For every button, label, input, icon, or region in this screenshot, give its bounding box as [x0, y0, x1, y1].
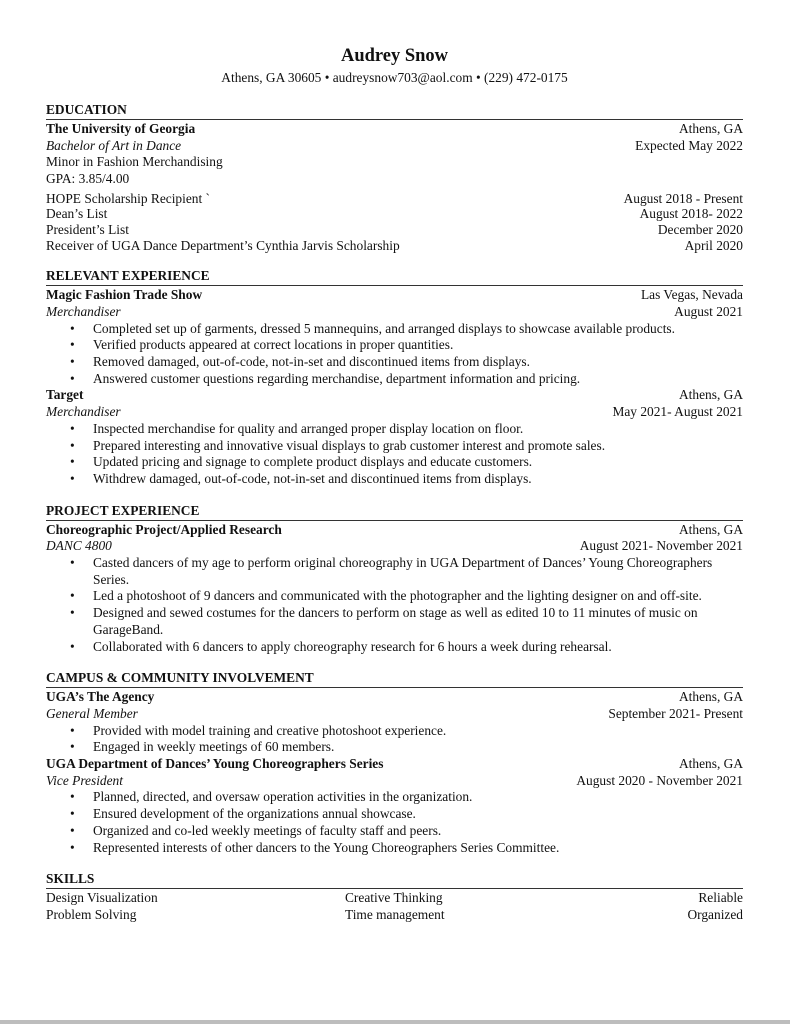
- bullet-text: Prepared interesting and innovative visual displays to grab customer interest and promote sales.: [93, 437, 606, 453]
- entry-left: Minor in Fashion Merchandising: [46, 154, 223, 170]
- section-relevant-experience: [46, 268, 743, 487]
- bullet-text: Casted dancers of my age to perform original choreography in UGA Department of Dances’ Young Choreographers Series.: [93, 555, 713, 587]
- bullet-icon: •: [70, 605, 75, 621]
- entry-left: UGA’s The Agency: [46, 689, 155, 705]
- bullet-item: [46, 639, 743, 656]
- bullet-text: Led a photoshoot of 9 dancers and communicated with the photographer and the lighting designer on and off-site.: [93, 588, 702, 604]
- entry-left: Merchandiser: [46, 404, 121, 420]
- entry-row: [46, 522, 743, 539]
- entry-row: [46, 304, 743, 321]
- entry-right: Athens, GA: [679, 387, 743, 403]
- bullet-icon: •: [70, 822, 75, 838]
- bullet-text: Withdrew damaged, out-of-code, not-in-set and discontinued items from displays.: [93, 470, 532, 486]
- bullet-list: [46, 321, 743, 388]
- entry-left: HOPE Scholarship Recipient `: [46, 190, 211, 206]
- bullet-item: [46, 739, 743, 756]
- entry-row: [46, 404, 743, 421]
- bullet-item: [46, 321, 743, 338]
- bullet-icon: •: [70, 638, 75, 654]
- entry-row: [46, 238, 743, 254]
- bullet-item: [46, 588, 743, 605]
- entry-row: [46, 171, 743, 188]
- entry-row: [46, 773, 743, 790]
- bullet-text: Verified products appeared at correct locations in proper quantities.: [93, 337, 454, 353]
- bullet-text: Designed and sewed costumes for the dancers to perform on stage as well as edited 10 to 11 minutes of music on GarageBand.: [93, 605, 698, 637]
- contact-line: Athens, GA 30605 • audreysnow703@aol.com • (229) 472-0175: [221, 70, 568, 85]
- entry-left: UGA Department of Dances’ Young Choreographers Series: [46, 756, 384, 772]
- bullet-list: [46, 789, 743, 856]
- bullet-icon: •: [70, 789, 75, 805]
- bullet-icon: •: [70, 320, 75, 336]
- bullet-item: [46, 337, 743, 354]
- entry-row: [46, 756, 743, 773]
- bullet-icon: •: [70, 722, 75, 738]
- bullet-text: Inspected merchandise for quality and arranged proper display location on floor.: [93, 420, 524, 436]
- entry-right: Las Vegas, Nevada: [640, 287, 743, 303]
- bullet-icon: •: [70, 806, 75, 822]
- bullet-icon: •: [70, 437, 75, 453]
- entry: [46, 387, 743, 487]
- entry: [46, 522, 743, 656]
- entry-right: September 2021- Present: [608, 705, 743, 721]
- entry-left: Receiver of UGA Dance Department’s Cynthia Jarvis Scholarship: [46, 237, 400, 253]
- entry-left: President’s List: [46, 222, 129, 237]
- entry-left: Choreographic Project/Applied Research: [46, 521, 282, 537]
- bullet-item: [46, 555, 743, 588]
- skill-item: Creative Thinking: [345, 890, 443, 906]
- entry-left: Vice President: [46, 772, 123, 788]
- candidate-name: Audrey Snow: [340, 46, 449, 66]
- bullet-text: Collaborated with 6 dancers to apply choreography research for 6 hours a week during rehearsal.: [93, 638, 612, 654]
- bullet-item: [46, 471, 743, 488]
- bullet-icon: •: [70, 555, 75, 571]
- section-campus-community-involvement: [46, 670, 743, 856]
- section-title: CAMPUS & COMMUNITY INVOLVEMENT: [46, 670, 743, 688]
- entry-right: August 2018- 2022: [639, 206, 743, 222]
- skill-item: Design Visualization: [46, 890, 158, 906]
- bullet-icon: •: [70, 420, 75, 436]
- entry-row: [46, 689, 743, 706]
- skills-grid: [46, 890, 743, 923]
- entry-left: GPA: 3.85/4.00: [46, 171, 130, 187]
- bullet-text: Completed set up of garments, dressed 5 mannequins, and arranged displays to showcase available products.: [93, 320, 675, 336]
- entry-left: Magic Fashion Trade Show: [46, 287, 203, 303]
- skill-item: Organized: [687, 906, 743, 922]
- bullet-item: [46, 371, 743, 388]
- bullet-text: Represented interests of other dancers to the Young Choreographers Series Committee.: [93, 839, 560, 855]
- section-title: SKILLS: [46, 871, 743, 889]
- entry-right: August 2018 - Present: [623, 190, 743, 206]
- entry-right: August 2021- November 2021: [579, 538, 743, 554]
- entry-right: May 2021- August 2021: [612, 404, 743, 420]
- entry-left: General Member: [46, 705, 138, 721]
- entry-left: Dean’s List: [46, 206, 108, 222]
- bullet-text: Updated pricing and signage to complete product displays and educate customers.: [93, 454, 533, 470]
- bullet-icon: •: [70, 370, 75, 386]
- skill-item: Time management: [345, 906, 445, 922]
- entry-row: [46, 387, 743, 404]
- bullet-item: [46, 354, 743, 371]
- bullet-item: [46, 840, 743, 857]
- bullet-icon: •: [70, 470, 75, 486]
- bullet-text: Ensured development of the organizations annual showcase.: [93, 806, 416, 822]
- bullet-text: Organized and co-led weekly meetings of faculty staff and peers.: [93, 822, 442, 838]
- bullet-item: [46, 789, 743, 806]
- bullet-text: Engaged in weekly meetings of 60 members.: [93, 739, 335, 755]
- entry-left: Merchandiser: [46, 303, 121, 319]
- bullet-item: [46, 421, 743, 438]
- bullet-list: [46, 555, 743, 655]
- section-title: RELEVANT EXPERIENCE: [46, 268, 743, 286]
- entry-right: Expected May 2022: [635, 137, 743, 153]
- entry-row: [46, 222, 743, 238]
- entry-right: Athens, GA: [679, 521, 743, 537]
- bullet-icon: •: [70, 839, 75, 855]
- entry-right: Athens, GA: [679, 689, 743, 705]
- bullet-list: [46, 723, 743, 756]
- entry: [46, 287, 743, 387]
- bullet-list: [46, 421, 743, 488]
- entry-right: August 2020 - November 2021: [576, 772, 743, 788]
- bullet-text: Provided with model training and creative photoshoot experience.: [93, 722, 447, 738]
- entry-row: [46, 191, 743, 207]
- entry-row: [46, 121, 743, 138]
- bullet-text: Planned, directed, and oversaw operation activities in the organization.: [93, 789, 473, 805]
- entry-row: [46, 706, 743, 723]
- entry-left: Target: [46, 387, 84, 403]
- entry-right: August 2021: [674, 303, 743, 319]
- bullet-icon: •: [70, 739, 75, 755]
- bullet-icon: •: [70, 337, 75, 353]
- entry-row: [46, 154, 743, 171]
- entry-right: Athens, GA: [679, 756, 743, 772]
- bullet-item: [46, 823, 743, 840]
- bullet-item: [46, 605, 743, 638]
- entry: [46, 756, 743, 856]
- entry: [46, 689, 743, 756]
- page-bottom-border: [0, 1020, 790, 1024]
- bullet-icon: •: [70, 588, 75, 604]
- skill-item: Problem Solving: [46, 906, 137, 922]
- resume-page: [46, 44, 743, 924]
- bullet-text: Removed damaged, out-of-code, not-in-set and discontinued items from displays.: [93, 354, 530, 369]
- bullet-icon: •: [70, 354, 75, 369]
- entry-left: The University of Georgia: [46, 121, 196, 136]
- section-project-experience: [46, 503, 743, 656]
- entry-right: Athens, GA: [679, 121, 743, 136]
- entry-right: December 2020: [657, 222, 743, 237]
- resume-sections: [46, 102, 743, 856]
- bullet-text: Answered customer questions regarding merchandise, department information and pricing.: [93, 370, 581, 386]
- bullet-icon: •: [70, 454, 75, 470]
- section-skills: [46, 871, 743, 923]
- section-education: [46, 102, 743, 253]
- entry: [46, 121, 743, 253]
- entry-row: [46, 138, 743, 155]
- bullet-item: [46, 806, 743, 823]
- section-title: PROJECT EXPERIENCE: [46, 503, 743, 521]
- entry-right: April 2020: [684, 237, 743, 253]
- entry-row: [46, 538, 743, 555]
- section-title: EDUCATION: [46, 102, 743, 120]
- bullet-item: [46, 723, 743, 740]
- bullet-item: [46, 454, 743, 471]
- entry-left: Bachelor of Art in Dance: [46, 137, 182, 153]
- entry-row: [46, 287, 743, 304]
- entry-row: [46, 206, 743, 222]
- skill-item: Reliable: [698, 890, 743, 906]
- bullet-item: [46, 438, 743, 455]
- entry-left: DANC 4800: [46, 538, 112, 554]
